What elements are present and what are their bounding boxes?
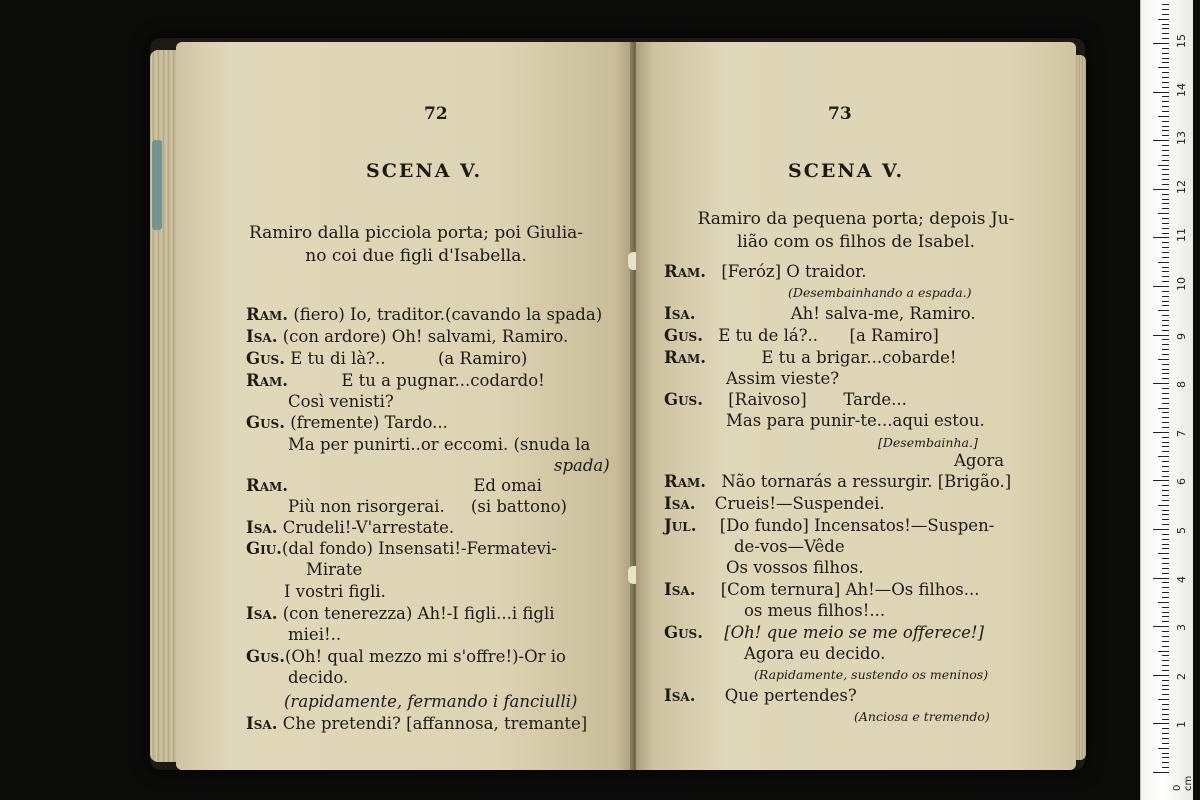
ruler-tick xyxy=(1162,208,1169,209)
speaker: Isa. xyxy=(246,327,278,346)
ruler-tick xyxy=(1162,228,1169,229)
ruler-tick xyxy=(1162,592,1169,593)
dialogue-line xyxy=(664,472,1011,492)
speech: Più non risorgerai. (si battono) xyxy=(288,497,567,516)
ruler-tick xyxy=(1162,437,1169,438)
ruler-tick xyxy=(1162,451,1169,452)
dialogue-line xyxy=(664,580,980,600)
speech: Che pretendi? [affannosa, tremante] xyxy=(282,714,588,733)
ruler-tick xyxy=(1162,305,1169,306)
stage-direction: (Rapidamente, sustendo os meninos) xyxy=(754,667,989,682)
dialogue-line xyxy=(754,664,988,685)
ruler-tick xyxy=(1162,514,1169,515)
right-page xyxy=(636,42,1076,770)
ruler-tick xyxy=(1162,233,1169,234)
ruler-tick xyxy=(1162,223,1169,224)
ruler-tick xyxy=(1162,179,1169,180)
ruler-tick xyxy=(1162,174,1169,175)
speaker: Gus. xyxy=(246,647,285,666)
ruler-tick xyxy=(1162,500,1169,501)
ruler-tick xyxy=(1162,203,1169,204)
ruler-tick xyxy=(1162,130,1169,131)
dialogue-line xyxy=(246,539,557,559)
ruler-number: 1 xyxy=(1175,721,1188,729)
ruler-tick xyxy=(1162,349,1169,350)
speech: [Do fundo] Incensatos!—Suspen- xyxy=(719,516,995,535)
ruler-tick xyxy=(1162,670,1169,671)
ruler-tick xyxy=(1153,383,1169,384)
ruler-tick xyxy=(1162,582,1169,583)
speech: Ah! salva-me, Ramiro. xyxy=(790,304,976,323)
ruler-tick xyxy=(1158,262,1169,263)
speaker: Ram. xyxy=(664,472,707,491)
heading-line: lião com os filhos de Isabel. xyxy=(736,232,976,252)
speech: (fremente) Tardo... xyxy=(290,413,448,432)
speech: Così venisti? xyxy=(288,392,394,411)
speaker: Ram. xyxy=(664,348,707,367)
ruler-tick xyxy=(1162,490,1169,491)
ruler-tick xyxy=(1162,388,1169,389)
ruler-tick xyxy=(1162,612,1169,613)
ruler-tick xyxy=(1162,48,1169,49)
dialogue-line xyxy=(288,668,348,688)
ruler-tick xyxy=(1162,738,1169,739)
ruler-tick xyxy=(1162,660,1169,661)
ruler-tick xyxy=(1162,685,1169,686)
ruler-tick xyxy=(1158,19,1169,20)
ruler-tick xyxy=(1162,242,1169,243)
ruler-tick xyxy=(1162,621,1169,622)
ruler-tick xyxy=(1162,150,1169,151)
ruler-tick xyxy=(1162,616,1169,617)
ruler-tick xyxy=(1162,714,1169,715)
scene-title: SCENA V. xyxy=(788,160,905,182)
ruler-tick xyxy=(1162,743,1169,744)
ruler-tick xyxy=(1162,753,1169,754)
ruler-tick xyxy=(1158,748,1169,749)
speaker: Jul. xyxy=(664,516,697,535)
ruler-tick xyxy=(1162,77,1169,78)
speaker: Isa. xyxy=(246,604,278,623)
dialogue-line xyxy=(744,601,885,621)
ruler-tick xyxy=(1162,524,1169,525)
dialogue-line xyxy=(246,413,448,433)
speech: Ed omai xyxy=(473,476,542,495)
ruler-tick xyxy=(1162,728,1169,729)
dialogue-line xyxy=(246,349,527,369)
spine-label xyxy=(152,140,162,230)
ruler-tick xyxy=(1162,339,1169,340)
ruler-tick xyxy=(1162,403,1169,404)
measurement-ruler xyxy=(1140,0,1193,800)
ruler-tick xyxy=(1153,626,1169,627)
dialogue-line xyxy=(954,451,1004,471)
heading-line: Ramiro dalla picciola porta; poi Giulia- xyxy=(248,223,584,243)
dialogue-line xyxy=(284,692,577,712)
ruler-number: 11 xyxy=(1175,228,1188,243)
dialogue-line xyxy=(246,647,566,667)
speech: (fiero) Io, traditor.(cavando la spada) xyxy=(293,305,603,324)
speaker: Ram. xyxy=(246,371,289,390)
dialogue-line xyxy=(664,304,976,324)
speaker: Ram. xyxy=(246,305,289,324)
ruler-number: 12 xyxy=(1175,179,1188,194)
ruler-tick xyxy=(1158,116,1169,117)
ruler-tick xyxy=(1162,510,1169,511)
ruler-tick xyxy=(1158,505,1169,506)
ruler-tick xyxy=(1162,548,1169,549)
ruler-tick xyxy=(1162,422,1169,423)
ruler-tick xyxy=(1162,393,1169,394)
ruler-number: 10 xyxy=(1175,277,1188,291)
dialogue-line xyxy=(246,518,454,538)
ruler-tick xyxy=(1162,597,1169,598)
speech: E tu a pugnar...codardo! xyxy=(341,371,545,390)
ruler-tick xyxy=(1162,354,1169,355)
ruler-tick xyxy=(1162,271,1169,272)
ruler-tick xyxy=(1162,257,1169,258)
ruler-tick xyxy=(1153,723,1169,724)
speech: Mirate xyxy=(306,560,363,579)
ruler-tick xyxy=(1158,456,1169,457)
ruler-number: 7 xyxy=(1175,429,1188,437)
ruler-tick xyxy=(1162,704,1169,705)
ruler-tick xyxy=(1162,655,1169,656)
ruler-tick xyxy=(1162,466,1169,467)
ruler-tick xyxy=(1162,539,1169,540)
ruler-tick xyxy=(1162,544,1169,545)
heading-line: Ramiro da pequena porta; depois Ju- xyxy=(697,209,1015,229)
ruler-tick xyxy=(1162,296,1169,297)
ruler-tick xyxy=(1162,733,1169,734)
ruler-tick xyxy=(1153,480,1169,481)
ruler-tick xyxy=(1162,281,1169,282)
ruler-tick xyxy=(1153,286,1169,287)
ruler-tick xyxy=(1153,578,1169,579)
dialogue-line xyxy=(246,371,545,391)
ruler-tick xyxy=(1162,62,1169,63)
ruler-number: 13 xyxy=(1175,131,1188,146)
dialogue-line xyxy=(664,494,885,514)
ruler-tick xyxy=(1162,14,1169,15)
speech: [Oh! que meio se me offerece!] xyxy=(724,623,984,642)
ruler-tick xyxy=(1162,106,1169,107)
ruler-tick xyxy=(1162,665,1169,666)
dialogue-line xyxy=(288,625,341,645)
ruler-tick xyxy=(1162,369,1169,370)
ruler-tick xyxy=(1162,96,1169,97)
speech: [Feróz] O traidor. xyxy=(721,262,867,281)
speech: Que pertendes? xyxy=(724,686,857,705)
ruler-tick xyxy=(1162,101,1169,102)
ruler-tick xyxy=(1162,680,1169,681)
speech: E tu a brigar...cobarde! xyxy=(761,348,957,367)
stage-direction: (Anciosa e tremendo) xyxy=(854,709,990,724)
ruler-tick xyxy=(1158,408,1169,409)
page-number: 73 xyxy=(828,104,852,124)
ruler-tick xyxy=(1162,719,1169,720)
ruler-tick xyxy=(1162,495,1169,496)
ruler-tick xyxy=(1162,519,1169,520)
ruler-tick xyxy=(1162,325,1169,326)
ruler-number: 6 xyxy=(1175,478,1188,486)
ruler-tick xyxy=(1162,646,1169,647)
ruler-tick xyxy=(1162,471,1169,472)
ruler-tick xyxy=(1162,58,1169,59)
page-number: 72 xyxy=(424,104,448,124)
ruler-tick xyxy=(1162,184,1169,185)
ruler-tick xyxy=(1162,330,1169,331)
ruler-tick xyxy=(1162,155,1169,156)
ruler-number: 2 xyxy=(1175,672,1188,680)
ruler-tick xyxy=(1153,335,1169,336)
ruler-tick xyxy=(1153,529,1169,530)
ruler-tick xyxy=(1158,359,1169,360)
ruler-tick xyxy=(1162,247,1169,248)
ruler-tick xyxy=(1153,432,1169,433)
speaker: Gus. xyxy=(664,623,703,642)
dialogue-line xyxy=(288,435,590,455)
ruler-tick xyxy=(1162,476,1169,477)
ruler-tick xyxy=(1162,694,1169,695)
speaker: Isa. xyxy=(664,580,696,599)
ruler-tick xyxy=(1162,568,1169,569)
ruler-tick xyxy=(1162,72,1169,73)
speaker: Isa. xyxy=(246,714,278,733)
ruler-tick xyxy=(1162,641,1169,642)
speaker: Gus. xyxy=(246,413,285,432)
speaker: Isa. xyxy=(664,304,696,323)
ruler-tick xyxy=(1162,636,1169,637)
ruler-tick xyxy=(1162,194,1169,195)
speech: de-vos—Vêde xyxy=(734,537,845,556)
dialogue-line xyxy=(788,282,972,303)
dialogue-line xyxy=(288,392,394,412)
ruler-tick xyxy=(1162,267,1169,268)
dialogue-line xyxy=(726,369,839,389)
speaker: Ram. xyxy=(664,262,707,281)
ruler-tick xyxy=(1162,301,1169,302)
ruler-tick xyxy=(1153,140,1169,141)
ruler-tick xyxy=(1158,67,1169,68)
ruler-tick xyxy=(1162,534,1169,535)
ruler-tick xyxy=(1162,767,1169,768)
dialogue-line xyxy=(854,706,990,727)
ruler-unit-label: 0 cm xyxy=(1172,775,1194,791)
speech: Agora eu decido. xyxy=(744,644,886,663)
speech: [Raivoso] Tarde... xyxy=(728,390,907,409)
ruler-tick xyxy=(1162,53,1169,54)
ruler-tick xyxy=(1162,121,1169,122)
ruler-tick xyxy=(1162,315,1169,316)
speech: spada) xyxy=(554,456,610,475)
stage-direction: (rapidamente, fermando i fanciulli) xyxy=(284,692,578,711)
scene-title: SCENA V. xyxy=(366,160,483,182)
ruler-tick xyxy=(1162,169,1169,170)
stage-direction: [Desembainha.] xyxy=(878,435,978,450)
ruler-tick xyxy=(1162,33,1169,34)
ruler-tick xyxy=(1162,145,1169,146)
ruler-number: 15 xyxy=(1175,34,1188,48)
dialogue-line xyxy=(744,644,885,664)
speech: (dal fondo) Insensati!-Fermatevi- xyxy=(281,539,557,558)
ruler-tick xyxy=(1162,709,1169,710)
dialogue-line xyxy=(246,714,587,734)
left-page xyxy=(176,42,634,770)
dialogue-line xyxy=(554,456,610,476)
ruler-tick xyxy=(1162,558,1169,559)
speech: (con tenerezza) Ah!-I figli...i figli xyxy=(282,604,555,623)
ruler-tick xyxy=(1162,398,1169,399)
ruler-tick xyxy=(1153,237,1169,238)
ruler-tick xyxy=(1162,320,1169,321)
ruler-tick xyxy=(1162,276,1169,277)
dialogue-line xyxy=(664,326,939,346)
speaker: Isa. xyxy=(664,494,696,513)
speech: Crudeli!-V'arrestate. xyxy=(282,518,455,537)
speech: (Oh! qual mezzo mi s'offre!)-Or io xyxy=(284,647,566,666)
dialogue-line xyxy=(288,497,567,517)
speaker: Giu. xyxy=(246,539,282,558)
ruler-tick xyxy=(1162,38,1169,39)
ruler-tick xyxy=(1158,699,1169,700)
speech: os meus filhos!... xyxy=(744,601,886,620)
ruler-tick xyxy=(1153,675,1169,676)
speech: [Com ternura] Ah!—Os filhos... xyxy=(720,580,980,599)
ruler-tick xyxy=(1162,485,1169,486)
ruler-tick xyxy=(1162,126,1169,127)
ruler-number: 3 xyxy=(1175,624,1188,632)
stage-direction: (Desembainhando a espada.) xyxy=(788,285,972,300)
dialogue-line xyxy=(246,327,568,347)
ruler-tick xyxy=(1162,757,1169,758)
ruler-tick xyxy=(1153,189,1169,190)
ruler-tick xyxy=(1162,199,1169,200)
ruler-tick xyxy=(1162,762,1169,763)
ruler-tick xyxy=(1162,446,1169,447)
speech: Assim vieste? xyxy=(726,369,840,388)
ruler-tick xyxy=(1158,213,1169,214)
speech: (con ardore) Oh! salvami, Ramiro. xyxy=(282,327,569,346)
ruler-tick xyxy=(1162,442,1169,443)
ruler-tick xyxy=(1158,602,1169,603)
ruler-tick xyxy=(1162,461,1169,462)
ruler-tick xyxy=(1162,373,1169,374)
speech: Crueis!—Suspendei. xyxy=(714,494,885,513)
ruler-tick xyxy=(1162,689,1169,690)
ruler-number: 8 xyxy=(1175,381,1188,389)
ruler-tick xyxy=(1162,160,1169,161)
speech: E tu di là?.. (a Ramiro) xyxy=(290,349,528,368)
dialogue-line xyxy=(726,558,864,578)
dialogue-line xyxy=(246,604,555,624)
ruler-tick xyxy=(1162,412,1169,413)
speaker: Ram. xyxy=(246,476,289,495)
dialogue-line xyxy=(664,686,857,706)
speaker: Gus. xyxy=(246,349,285,368)
dialogue-line xyxy=(726,411,985,431)
dialogue-line xyxy=(664,390,907,410)
ruler-tick xyxy=(1162,364,1169,365)
ruler-tick xyxy=(1162,587,1169,588)
scene-heading xyxy=(216,222,616,268)
speaker: Isa. xyxy=(246,518,278,537)
ruler-tick xyxy=(1162,573,1169,574)
speech: Mas para punir-te...aqui estou. xyxy=(726,411,985,430)
speech: Não tornarás a ressurgir. [Brigão.] xyxy=(721,472,1012,491)
dialogue-line xyxy=(664,348,957,368)
ruler-tick xyxy=(1162,9,1169,10)
ruler-tick xyxy=(1162,4,1169,5)
ruler-tick xyxy=(1162,28,1169,29)
speech: Agora xyxy=(954,451,1005,470)
ruler-tick xyxy=(1162,252,1169,253)
ruler-tick xyxy=(1162,631,1169,632)
dialogue-line xyxy=(878,432,978,453)
ruler-number: 9 xyxy=(1175,332,1188,340)
ruler-tick xyxy=(1162,607,1169,608)
speech: I vostri figli. xyxy=(284,582,386,601)
ruler-tick xyxy=(1158,165,1169,166)
speech: Ma per punirti..or eccomi. (snuda la xyxy=(288,435,591,454)
dialogue-line xyxy=(246,476,542,496)
speaker: Isa. xyxy=(664,686,696,705)
ruler-tick xyxy=(1162,24,1169,25)
ruler-number: 5 xyxy=(1175,527,1188,534)
speech: miei!.. xyxy=(288,625,342,644)
heading-line: no coi due figli d'Isabella. xyxy=(305,246,527,266)
ruler-tick xyxy=(1153,43,1169,44)
speaker: Gus. xyxy=(664,390,703,409)
dialogue-line xyxy=(246,305,602,325)
ruler-tick xyxy=(1162,135,1169,136)
dialogue-line xyxy=(284,582,386,602)
ruler-tick xyxy=(1162,111,1169,112)
ruler-tick xyxy=(1162,82,1169,83)
ruler-tick xyxy=(1162,87,1169,88)
ruler-tick xyxy=(1162,378,1169,379)
ruler-number: 4 xyxy=(1175,575,1188,583)
ruler-tick xyxy=(1162,344,1169,345)
ruler-tick xyxy=(1153,92,1169,93)
ruler-tick xyxy=(1162,417,1169,418)
ruler-tick xyxy=(1153,772,1169,773)
ruler-tick xyxy=(1162,218,1169,219)
ruler-tick xyxy=(1162,427,1169,428)
dialogue-line xyxy=(664,623,984,643)
ruler-tick xyxy=(1158,310,1169,311)
speech: Os vossos filhos. xyxy=(726,558,864,577)
ruler-tick xyxy=(1158,553,1169,554)
dialogue-line xyxy=(664,516,994,536)
speech: decido. xyxy=(288,668,349,687)
ruler-tick xyxy=(1162,563,1169,564)
speaker: Gus. xyxy=(664,326,703,345)
dialogue-line xyxy=(664,262,866,282)
ruler-tick xyxy=(1162,291,1169,292)
dialogue-line xyxy=(734,537,845,557)
ruler-number: 14 xyxy=(1175,82,1188,97)
speech: E tu de lá?.. [a Ramiro] xyxy=(718,326,939,345)
ruler-tick xyxy=(1158,651,1169,652)
dialogue-line xyxy=(306,560,362,580)
scene-heading xyxy=(656,208,1056,254)
